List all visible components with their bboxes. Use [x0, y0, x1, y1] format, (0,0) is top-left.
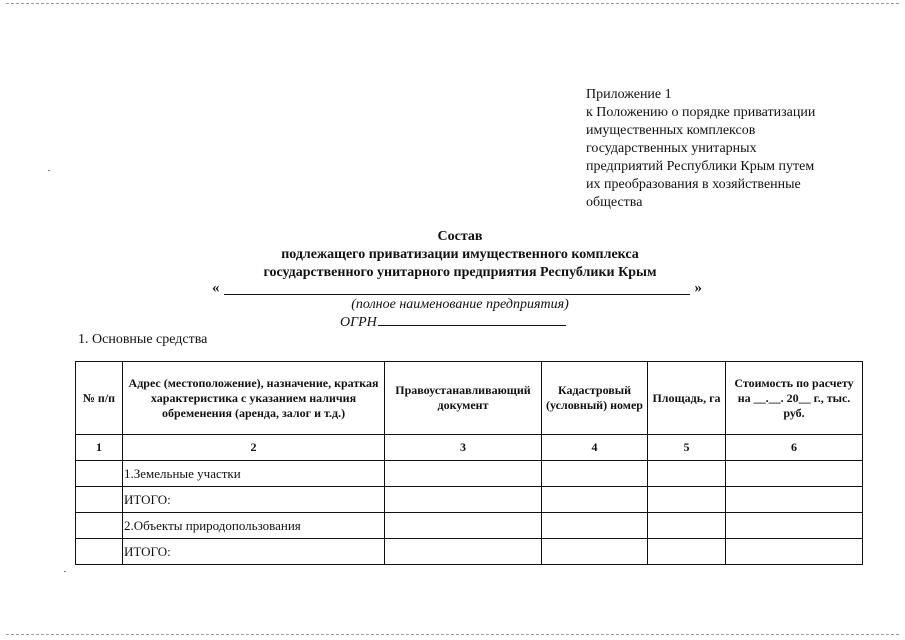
row-label: ИТОГО: [123, 539, 385, 565]
enterprise-name-hint: (полное наименование предприятия) [351, 297, 569, 312]
table-cell [726, 461, 863, 487]
section-heading: 1. Основные средства [78, 332, 208, 347]
header-cell-cadastral: Кадастровый (условный) номер [542, 362, 648, 435]
column-number: 2 [123, 435, 385, 461]
appendix-line: имущественных комплексов [586, 123, 756, 138]
table-cell [726, 513, 863, 539]
row-label: 1.Земельные участки [123, 461, 385, 487]
table-cell [385, 487, 542, 513]
quote-open: « [212, 280, 220, 296]
column-number: 1 [76, 435, 123, 461]
scan-speck [48, 170, 50, 171]
document-title [150, 228, 770, 282]
column-number: 4 [542, 435, 648, 461]
title-line: подлежащего приватизации имущественного комплекса [281, 247, 639, 262]
scan-edge-top [6, 3, 899, 4]
table-row [76, 513, 863, 539]
table-cell [542, 513, 648, 539]
header-cell-address: Адрес (местоположение), назначение, краткая характеристика с указанием наличия обременения (аренда, залог и т.д.) [123, 362, 385, 435]
scan-edge-bottom [6, 634, 899, 635]
table-cell [76, 461, 123, 487]
table-column-numbers-row [76, 435, 863, 461]
header-cell-value: Стоимость по расчету на __.__. 20__ г., тыс. руб. [726, 362, 863, 435]
header-cell-area: Площадь, га [648, 362, 726, 435]
table-cell [542, 487, 648, 513]
scan-speck [64, 571, 66, 572]
table-cell [648, 461, 726, 487]
appendix-line: к Положению о порядке приватизации [586, 105, 816, 120]
column-number: 3 [385, 435, 542, 461]
table-cell [385, 513, 542, 539]
table-cell [648, 539, 726, 565]
table-cell [76, 539, 123, 565]
table-cell [385, 539, 542, 565]
row-label: ИТОГО: [123, 487, 385, 513]
appendix-line: общества [586, 195, 643, 210]
ogrn-label: ОГРН [340, 315, 377, 330]
table-cell [542, 539, 648, 565]
appendix-line: предприятий Республики Крым путем [586, 159, 815, 174]
table-header-row [76, 362, 863, 435]
table-row [76, 461, 863, 487]
enterprise-name-line [224, 294, 690, 295]
header-cell-document: Правоустанавливающий документ [385, 362, 542, 435]
header-cell-number: № п/п [76, 362, 123, 435]
table-cell [542, 461, 648, 487]
appendix-note [586, 86, 886, 212]
table-row [76, 487, 863, 513]
appendix-line: государственных унитарных [586, 141, 757, 156]
row-label: 2.Объекты природопользования [123, 513, 385, 539]
title-line: государственного унитарного предприятия Республики Крым [263, 265, 657, 280]
table-cell [726, 487, 863, 513]
column-number: 6 [726, 435, 863, 461]
table-row [76, 539, 863, 565]
column-number: 5 [648, 435, 726, 461]
fixed-assets-table [75, 361, 863, 565]
quote-close: » [694, 280, 702, 296]
ogrn-line [378, 313, 566, 326]
appendix-line: их преобразования в хозяйственные [586, 177, 801, 192]
table-cell [648, 487, 726, 513]
table-cell [76, 487, 123, 513]
ogrn-field [340, 313, 566, 331]
enterprise-name-field [212, 280, 702, 298]
table-cell [385, 461, 542, 487]
table-cell [726, 539, 863, 565]
title-line: Состав [437, 229, 483, 244]
appendix-line: Приложение 1 [586, 87, 672, 102]
table-cell [648, 513, 726, 539]
table-cell [76, 513, 123, 539]
